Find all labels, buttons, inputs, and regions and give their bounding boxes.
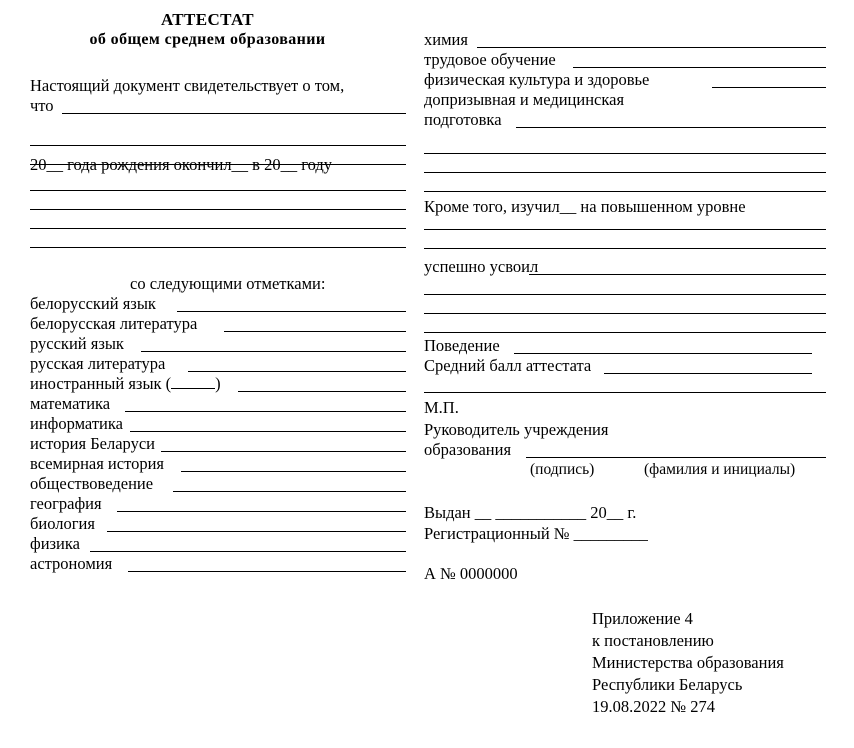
subject-label-russian-language: русский язык — [30, 334, 124, 353]
average-mark-rule[interactable] — [604, 373, 812, 374]
subject-rule-physical-culture-and-health[interactable] — [712, 87, 826, 88]
head-of-institution-signature-rule[interactable] — [526, 457, 826, 458]
subject-label-labour-training: трудовое обучение — [424, 50, 556, 69]
fill-rule-school-4[interactable] — [30, 247, 406, 248]
subject-label-mathematics: математика — [30, 394, 111, 413]
appendix-line-5: 19.08.2022 № 274 — [592, 697, 715, 716]
appendix-line-1: Приложение 4 — [592, 609, 693, 628]
subject-rule-biology[interactable] — [107, 531, 406, 532]
subject-label-physics: физика — [30, 534, 80, 553]
head-of-institution-line2: образования — [424, 440, 512, 459]
extra-subject-rule-3[interactable] — [424, 191, 826, 192]
subject-rule-physics[interactable] — [90, 551, 406, 552]
behaviour-rule[interactable] — [514, 353, 812, 354]
preconscription-training-line1: допризывная и медицинская — [424, 90, 625, 109]
subject-label-biology: биология — [30, 514, 95, 533]
successfully-mastered-rule-2[interactable] — [424, 294, 826, 295]
subject-label-astronomy: астрономия — [30, 554, 113, 573]
document-title-subtitle: об общем среднем образовании — [89, 31, 326, 48]
extra-subject-rule-2[interactable] — [424, 172, 826, 173]
subject-rule-history-of-belarus[interactable] — [161, 451, 406, 452]
foreign-language-name-rule[interactable] — [171, 376, 215, 389]
successfully-mastered-label: успешно усвоил — [424, 257, 539, 276]
subject-rule-labour-training[interactable] — [573, 67, 826, 68]
advanced-level-rule-1[interactable] — [424, 229, 826, 230]
subject-rule-mathematics[interactable] — [125, 411, 406, 412]
subject-label-geography: география — [30, 494, 102, 513]
subject-label-history-of-belarus: история Беларуси — [30, 434, 155, 453]
head-of-institution-line1: Руководитель учреждения — [424, 420, 609, 439]
intro-statement-label-chto: что — [30, 96, 54, 115]
subject-label-social-studies: обществоведение — [30, 474, 154, 493]
subject-label-informatics: информатика — [30, 414, 123, 433]
subject-label-foreign-language-head: иностранный язык ( — [30, 374, 172, 393]
subject-label-foreign-language-tail: ) — [215, 374, 221, 393]
extra-subject-rule-1[interactable] — [424, 153, 826, 154]
subject-label-belorussian-literature: белорусская литература — [30, 314, 198, 333]
subject-rule-chemistry[interactable] — [477, 47, 826, 48]
advanced-level-rule-2[interactable] — [424, 248, 826, 249]
birth-graduation-line: 20__ года рождения окончил__ в 20__ году — [30, 155, 332, 174]
subject-rule-preconscription-training[interactable] — [516, 127, 826, 128]
issue-date-line: Выдан __ ___________ 20__ г. — [424, 503, 637, 522]
signature-caption: (подпись) — [530, 461, 595, 478]
subject-rule-social-studies[interactable] — [173, 491, 406, 492]
advanced-level-note: Кроме того, изучил__ на повышенном уровне — [424, 197, 746, 216]
average-mark-label: Средний балл аттестата — [424, 356, 592, 375]
successfully-mastered-rule-1[interactable] — [529, 274, 826, 275]
successfully-mastered-rule-4[interactable] — [424, 332, 826, 333]
subject-label-belorussian-language: белорусский язык — [30, 294, 156, 313]
subject-label-world-history: всемирная история — [30, 454, 164, 473]
subject-rule-astronomy[interactable] — [128, 571, 406, 572]
subject-rule-informatics[interactable] — [130, 431, 406, 432]
behaviour-label: Поведение — [424, 336, 500, 355]
fill-rule-name-1[interactable] — [62, 113, 406, 114]
appendix-line-4: Республики Беларусь — [592, 675, 743, 694]
subject-rule-russian-literature[interactable] — [188, 371, 406, 372]
fill-rule-school-1[interactable] — [30, 190, 406, 191]
appendix-line-2: к постановлению — [592, 631, 714, 650]
name-initials-caption: (фамилия и инициалы) — [644, 461, 796, 478]
seal-place-label: М.П. — [424, 398, 459, 417]
fill-rule-name-2[interactable] — [30, 145, 406, 146]
subject-rule-belorussian-literature[interactable] — [224, 331, 406, 332]
marks-heading: со следующими отметками: — [130, 274, 326, 293]
subject-rule-world-history[interactable] — [181, 471, 406, 472]
appendix-line-3: Министерства образования — [592, 653, 784, 672]
successfully-mastered-rule-3[interactable] — [424, 313, 826, 314]
subject-rule-belorussian-language[interactable] — [177, 311, 406, 312]
subject-label-russian-literature: русская литература — [30, 354, 166, 373]
document-title-main: АТТЕСТАТ — [161, 10, 254, 29]
subject-rule-foreign-language[interactable] — [238, 391, 406, 392]
subject-rule-russian-language[interactable] — [141, 351, 406, 352]
serial-number: А № 0000000 — [424, 564, 518, 583]
fill-rule-school-3[interactable] — [30, 228, 406, 229]
preconscription-training-line2: подготовка — [424, 110, 502, 129]
registration-number-line: Регистрационный № _________ — [424, 524, 648, 543]
post-average-mark-rule[interactable] — [424, 392, 826, 393]
subject-rule-geography[interactable] — [117, 511, 406, 512]
subject-label-chemistry: химия — [424, 30, 468, 49]
intro-statement-line1: Настоящий документ свидетельствует о том, — [30, 76, 345, 95]
fill-rule-school-2[interactable] — [30, 209, 406, 210]
subject-label-physical-culture-and-health: физическая культура и здоровье — [424, 70, 650, 89]
subject-label-foreign-language — [30, 374, 221, 393]
